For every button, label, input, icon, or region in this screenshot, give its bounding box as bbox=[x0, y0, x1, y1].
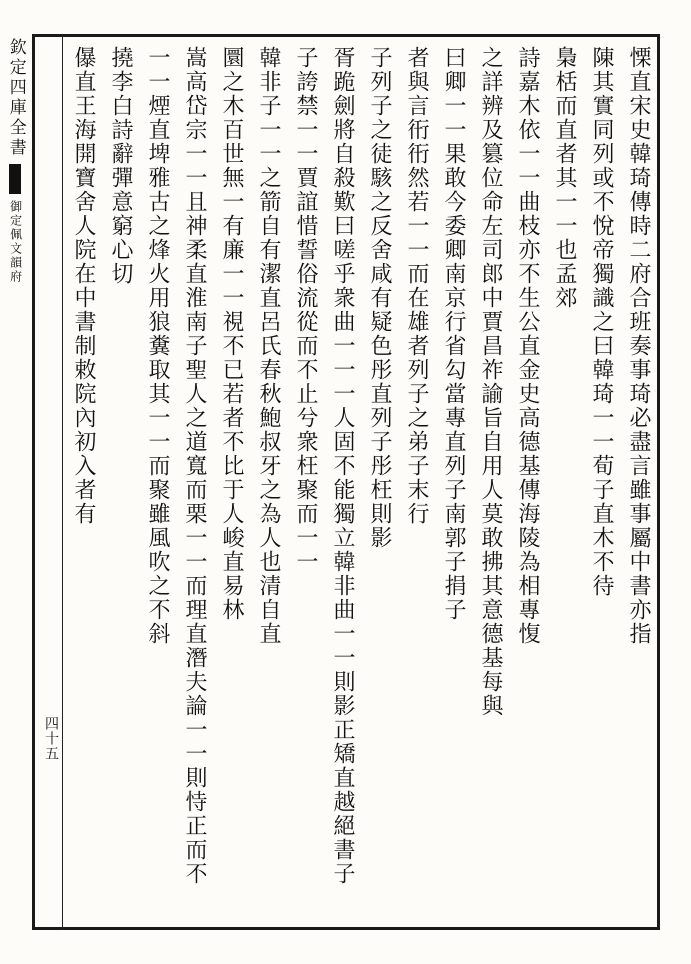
book-subtitle: 御定佩文韻府 bbox=[8, 200, 23, 284]
text-column-6: 曰卿一一果敢今委卿南京行省勾當專直列子南郭子捐子 bbox=[441, 46, 466, 622]
text-column-3: 梟栝而直者其一一也孟郊 bbox=[552, 46, 577, 310]
text-column-15: 撓李白詩辭彈意窮心切 bbox=[108, 46, 133, 286]
text-column-8: 子列子之徒駭之反舍咸有疑色彤直列子彤枉則影 bbox=[367, 46, 392, 550]
text-column-4: 詩嘉木依一一曲枝亦不生公直金史高德基傳海陵為相專愎 bbox=[515, 46, 540, 646]
book-title: 欽定四庫全書 bbox=[5, 38, 26, 158]
page-number: 四十五 bbox=[43, 716, 59, 761]
text-column-10: 子誇禁一一賈誼惜誓俗流從而不止兮衆枉聚而一一 bbox=[293, 46, 318, 574]
text-column-12: 圜之木百世無一有廉一一視不已若者不比于人峻直易林 bbox=[219, 46, 244, 622]
text-column-11: 韓非子一一之箭自有潔直呂氏春秋鮑叔牙之為人也清自直 bbox=[256, 46, 281, 646]
text-column-7: 者與言衎衎然若一一而在雄者列子之弟子末行 bbox=[404, 46, 429, 526]
text-column-13: 嵩高岱宗一一且神柔直淮南子聖人之道寬而栗一一而理直潛夫論一一則恃正而不 bbox=[182, 46, 207, 886]
text-column-2: 陳其實同列或不悅帝獨識之曰韓琦一一荀子直木不待 bbox=[589, 46, 614, 598]
text-column-1: 慄直宋史韓琦傳時二府合班奏事琦必盡言雖事屬中書亦指 bbox=[626, 46, 651, 646]
text-column-16: 儤直王海開寶舍人院在中書制敕院內初入者有 bbox=[71, 46, 96, 526]
text-column-5: 之詳辨及篡位命左司郎中賈昌祚諭旨自用人莫敢拂其意德基每與 bbox=[478, 46, 503, 718]
margin-column bbox=[0, 38, 30, 284]
text-column-14: 一一煙直埤雅古之烽火用狼糞取其一一而聚雖風吹之不斜 bbox=[145, 46, 170, 646]
text-column-9: 胥跪劍將自殺歎曰嗟乎衆曲一一一人固不能獨立韓非曲一一則影正矯直越絕書子 bbox=[330, 46, 355, 886]
fishtail-mark bbox=[9, 164, 21, 194]
